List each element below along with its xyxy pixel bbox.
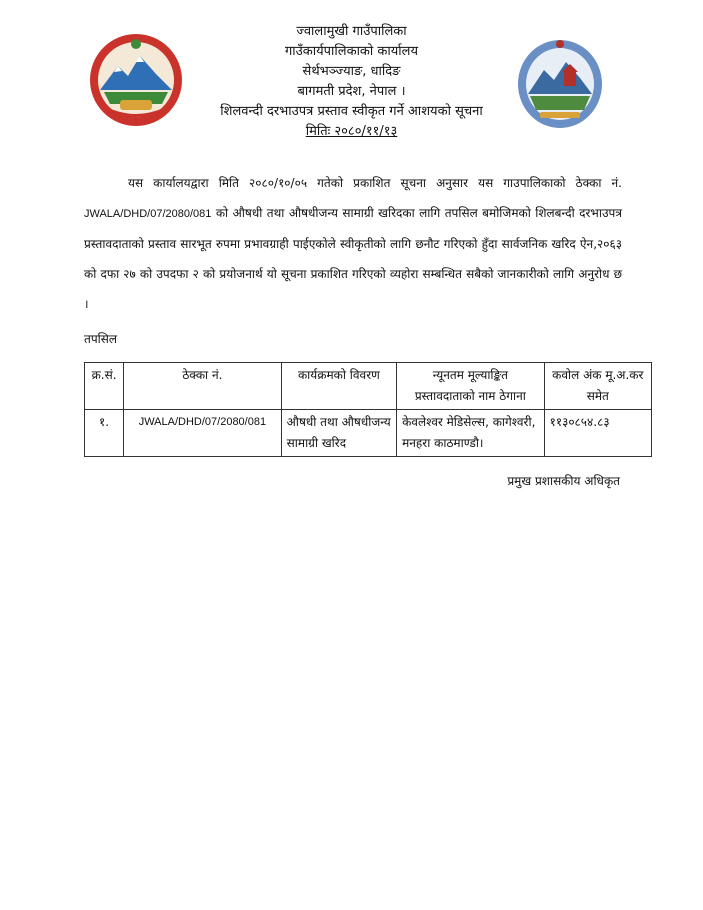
body-contract-no: JWALA/DHD/07/2080/081	[84, 208, 212, 220]
signature-title: प्रमुख प्रशासकीय अधिकृत	[507, 474, 620, 488]
notice-title: शिलवन्दी दरभाउपत्र प्रस्ताव स्वीकृत गर्ने आशयको सूचना	[220, 104, 483, 119]
body-paragraph	[84, 168, 622, 319]
cell-description: औषधी तथा औषधीजन्य सामाग्री खरिद	[281, 410, 396, 457]
notice-date: मितिः २०८०/११/१३	[305, 124, 398, 139]
notice-header	[150, 22, 553, 142]
notice-body	[84, 168, 622, 319]
office-name: गाउँकार्यपालिकाको कार्यालय	[284, 44, 419, 59]
province-line: बागमती प्रदेश, नेपाल ।	[297, 84, 406, 99]
header-amount: कवोल अंक मू.अ.कर समेत	[544, 363, 651, 410]
header-bidder: न्यूनतम मूल्याङ्कित प्रस्तावदाताको नाम ठेगाना	[397, 363, 545, 410]
table-row	[85, 410, 652, 457]
municipality-name: ज्वालामुखी गाउँपालिका	[296, 24, 407, 39]
body-part-1: यस कार्यालयद्वारा मिति २०८०/१०/०५ गतेको प्रकाशित सूचना अनुसार यस गाउपालिकाको ठेक्का नं.	[128, 176, 622, 190]
cell-sn: १.	[85, 410, 124, 457]
body-part-2: को औषधी तथा औषधीजन्य सामाग्री खरिदका लागि तपसिल बमोजिमको शिलबन्दी दरभाउपत्र प्रस्तावदाताको प्रस्ताव सारभूत रुपमा प्रभावग्राही पाईएकोले स्वीकृतीको लागि छनौट गरिएको हुँदा सार्वजनिक खरिद ऐन,२०६३ को दफा २७ को उपदफा २ को प्रयोजनार्थ यो सूचना प्रकाशित गरिएको व्यहोरा सम्बन्धित सबैको जानकारीको लागि अनुरोध छ ।	[84, 206, 622, 311]
header-description: कार्यक्रमको विवरण	[281, 363, 396, 410]
header-contract: ठेक्का नं.	[124, 363, 282, 410]
table-header-row	[85, 363, 652, 410]
details-table	[84, 362, 652, 457]
section-label: तपसिल	[84, 332, 118, 346]
header-sn: क्र.सं.	[85, 363, 124, 410]
office-address: सेर्थभञ्ज्याङ, धादिङ	[302, 64, 401, 79]
cell-amount: ११३०८५४.८३	[544, 410, 651, 457]
cell-bidder: केवलेश्वर मेडिसेल्स, कागेश्वरी, मनहरा काठमाण्डौ।	[397, 410, 545, 457]
cell-contract: JWALA/DHD/07/2080/081	[124, 410, 282, 457]
